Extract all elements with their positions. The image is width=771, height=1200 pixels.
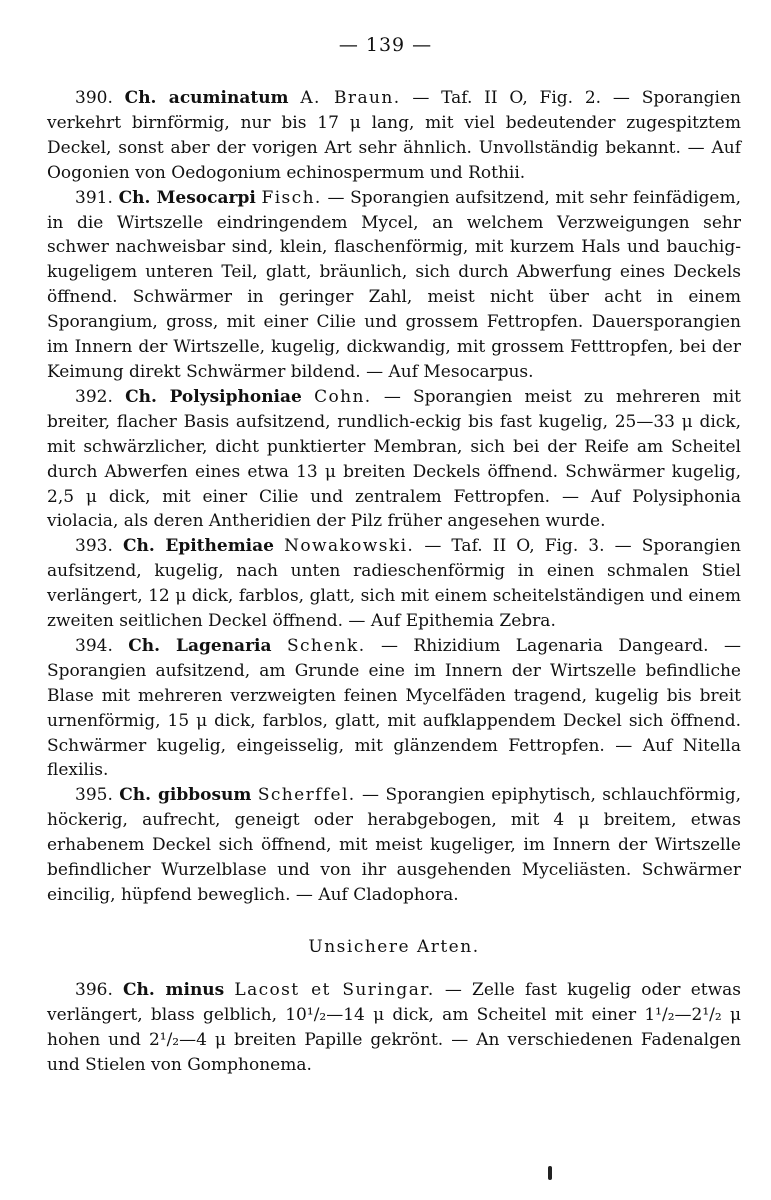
- species-entry: [47, 978, 741, 1078]
- species-author: A. Braun.: [300, 88, 401, 108]
- species-name: Ch. Polysiphoniae: [125, 386, 302, 407]
- species-name: Ch. acuminatum: [124, 88, 289, 108]
- species-entry: [47, 783, 741, 908]
- species-name: Ch. Mesocarpi: [118, 187, 256, 208]
- species-author: Scherffel.: [257, 785, 356, 806]
- species-description: — Taf. II O, Fig. 3. — Sporangien aufsitzend, kugelig, nach unten radieschenförmig in einen schmalen Stiel verlängert, 12 μ dick, farblos, glatt, sich mit einem scheitelständigen und einem zweiten seitlichen Deckel öffnend. — Auf Epithemia Zebra.: [47, 536, 742, 632]
- species-entry: [47, 634, 741, 783]
- species-description: — Zelle fast kugelig oder etwas verlängert, blass gelblich, 10¹/₂—14 μ dick, am Scheitel mit einer 1¹/₂—2¹/₂ μ hohen und 2¹/₂—4 μ breiten Papille gekrönt. — An verschiedenen Fadenalgen und Stielen von Gomphonema.: [47, 979, 741, 1075]
- entry-number: 396.: [75, 979, 113, 1000]
- species-description: — Taf. II O, Fig. 2. — Sporangien verkehrt birnförmig, nur bis 17 μ lang, mit viel bedeutender zugespitztem Deckel, sonst aber der vorigen Art sehr ähnlich. Unvollständig bekannt. — Auf Oogonien von Oedogonium echinospermum und Rothii.: [47, 88, 741, 183]
- species-author: Cohn.: [314, 386, 372, 407]
- entry-number: 391.: [75, 187, 113, 208]
- entry-number: 394.: [75, 635, 113, 656]
- species-description: — Rhizidium Lagenaria Dangeard. — Sporangien aufsitzend, am Grunde eine im Innern der Wirtszelle befindliche Blase mit mehreren verzweigten feinen Mycelfäden tragend, kugelig bis breit urnenförmig, 15 μ dick, farblos, glatt, mit aufklappendem Deckel sich öffnend. Schwärmer kugelig, eingeisselig, mit glänzendem Fettropfen. — Auf Nitella flexilis.: [47, 635, 742, 781]
- page-number: — 139 —: [338, 34, 433, 56]
- species-name: Ch. minus: [123, 979, 225, 1000]
- entry-number: 393.: [75, 536, 113, 557]
- species-author: Fisch.: [261, 187, 322, 208]
- entry-number: 390.: [75, 88, 113, 108]
- species-name: Ch. gibbosum: [119, 785, 252, 806]
- entry-number: 395.: [75, 785, 113, 806]
- species-name: Ch. Lagenaria: [128, 635, 272, 656]
- species-entry: [47, 186, 741, 385]
- species-entry: [47, 86, 741, 186]
- ink-mark: [548, 1166, 552, 1180]
- species-name: Ch. Epithemiae: [122, 536, 274, 557]
- species-description: — Sporangien meist zu mehreren mit breiter, flacher Basis aufsitzend, rundlich-eckig bis fast kugelig, 25—33 μ dick, mit schwärzlicher, dicht punktierter Membran, sich bei der Reife am Scheitel durch Abwerfen eines etwa 13 μ breiten Deckels öffnend. Schwärmer kugelig, 2,5 μ dick, mit einer Cilie und zentralem Fettropfen. — Auf Polysiphonia violacia, als deren Antheridien der Pilz früher angesehen wurde.: [47, 386, 742, 532]
- species-description: — Sporangien aufsitzend, mit sehr feinfädigem, in die Wirtszelle eindringendem Mycel, an welchem Verzweigungen sehr schwer nachweisbar sind, klein, flaschenförmig, mit kurzem Hals und bauchig-kugeligem unteren Teil, glatt, bräunlich, sich durch Abwerfung eines Deckels öffnend. Schwärmer in geringer Zahl, meist nicht über acht in einem Sporangium, gross, mit einer Cilie und grossem Fettropfen. Dauersporangien im Innern der Wirtszelle, kugelig, dickwandig, mit grossem Fetttropfen, bei der Keimung direkt Schwärmer bildend. — Auf Mesocarpus.: [47, 187, 742, 382]
- entry-number: 392.: [75, 386, 113, 407]
- species-author: Schenk.: [286, 635, 366, 656]
- species-description: — Sporangien epiphytisch, schlauchförmig, höckerig, aufrecht, geneigt oder herabgebogen, mit 4 μ breitem, etwas erhabenem Deckel sich öffnend, mit meist kugeliger, im Innern der Wirtszelle befindlicher Wurzelblase und von ihr ausgehenden Myceliästen. Schwärmer eincilig, hüpfend beweglich. — Auf Cladophora.: [47, 785, 741, 905]
- section-heading: Unsichere Arten.: [308, 936, 480, 957]
- species-author: Lacost et Suringar.: [234, 979, 435, 1000]
- species-author: Nowakowski.: [284, 536, 415, 557]
- page-body: [47, 86, 741, 1077]
- species-entry: [47, 385, 741, 534]
- species-entry: [47, 534, 741, 634]
